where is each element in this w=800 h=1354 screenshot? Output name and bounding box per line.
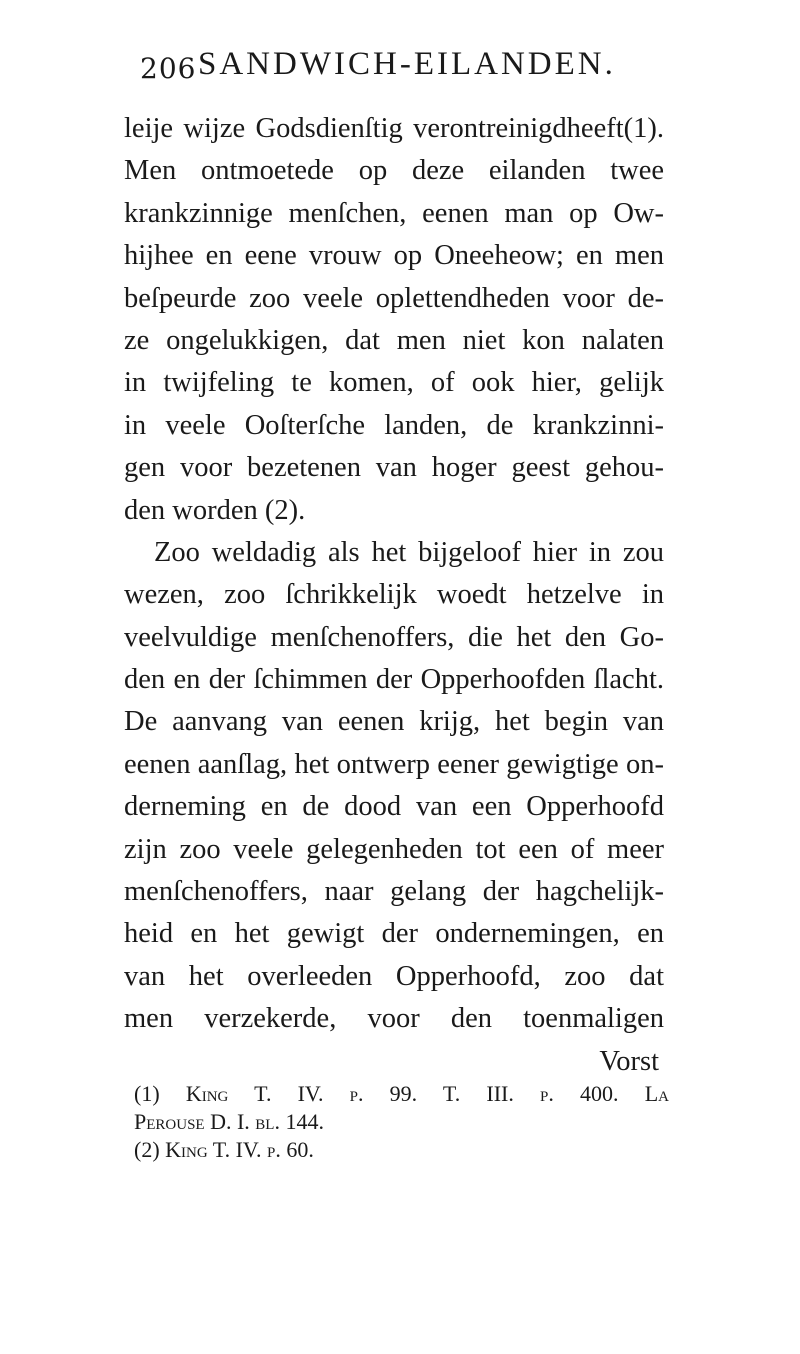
text-line: ze ongelukkigen, dat men niet kon nalaten [124, 324, 664, 356]
text-line: men verzekerde, voor den toenmaligen [124, 1003, 664, 1035]
text-line: heid en het gewigt der ondernemingen, en [124, 918, 664, 950]
text-line: den worden (2). [124, 494, 306, 526]
text-line: veelvuldige menſchenoffers, die het den Go- [124, 621, 664, 653]
text-line: beſpeurde zoo veele oplettendheden voor de- [124, 282, 664, 314]
text-line: eenen aanſlag, het ontwerp eener gewigtige on- [124, 748, 664, 780]
text-line: den en der ſchimmen der Opperhoofden ſlacht. [124, 664, 664, 696]
catchword: Vorst [599, 1045, 659, 1077]
text-line: in twijfeling te komen, of ook hier, gelijk [124, 367, 664, 399]
text-line: wezen, zoo ſchrikkelijk woedt hetzelve in [124, 579, 664, 611]
footnote-2: (2) King T. IV. p. 60. [134, 1137, 314, 1162]
text-line: De aanvang van eenen krijg, het begin van [124, 706, 664, 738]
text-line: in veele Ooſterſche landen, de krankzinni- [124, 409, 664, 441]
running-head: SANDWICH-EILANDEN. [198, 46, 616, 82]
text-line: Zoo weldadig als het bijgeloof hier in zou [154, 536, 664, 568]
text-line: gen voor bezetenen van hoger geest gehou- [124, 452, 664, 484]
footnote-1-line-2: Perouse D. I. bl. 144. [134, 1109, 324, 1134]
footnotes [134, 1080, 669, 1164]
text-line: menſchenoffers, naar gelang der hagchelijk- [124, 876, 664, 908]
text-line: krankzinnige menſchen, eenen man op Ow- [124, 197, 664, 229]
footnote-1-line-1: (1) King T. IV. p. 99. T. III. p. 400. La [134, 1081, 669, 1106]
text-line: zijn zoo veele gelegenheden tot een of meer [124, 833, 664, 865]
body-text [124, 108, 664, 1083]
text-line: van het overleeden Opperhoofd, zoo dat [124, 960, 664, 992]
text-line: leije wijze Godsdienſtig verontreinigdheeft(1). [124, 113, 664, 144]
text-line: hijhee en eene vrouw op Oneeheow; en men [124, 240, 664, 272]
text-line: derneming en de dood van een Opperhoofd [124, 791, 664, 823]
text-line: Men ontmoetede op deze eilanden twee [124, 155, 664, 187]
page-header [0, 42, 800, 92]
page-number: 206 [140, 52, 197, 85]
